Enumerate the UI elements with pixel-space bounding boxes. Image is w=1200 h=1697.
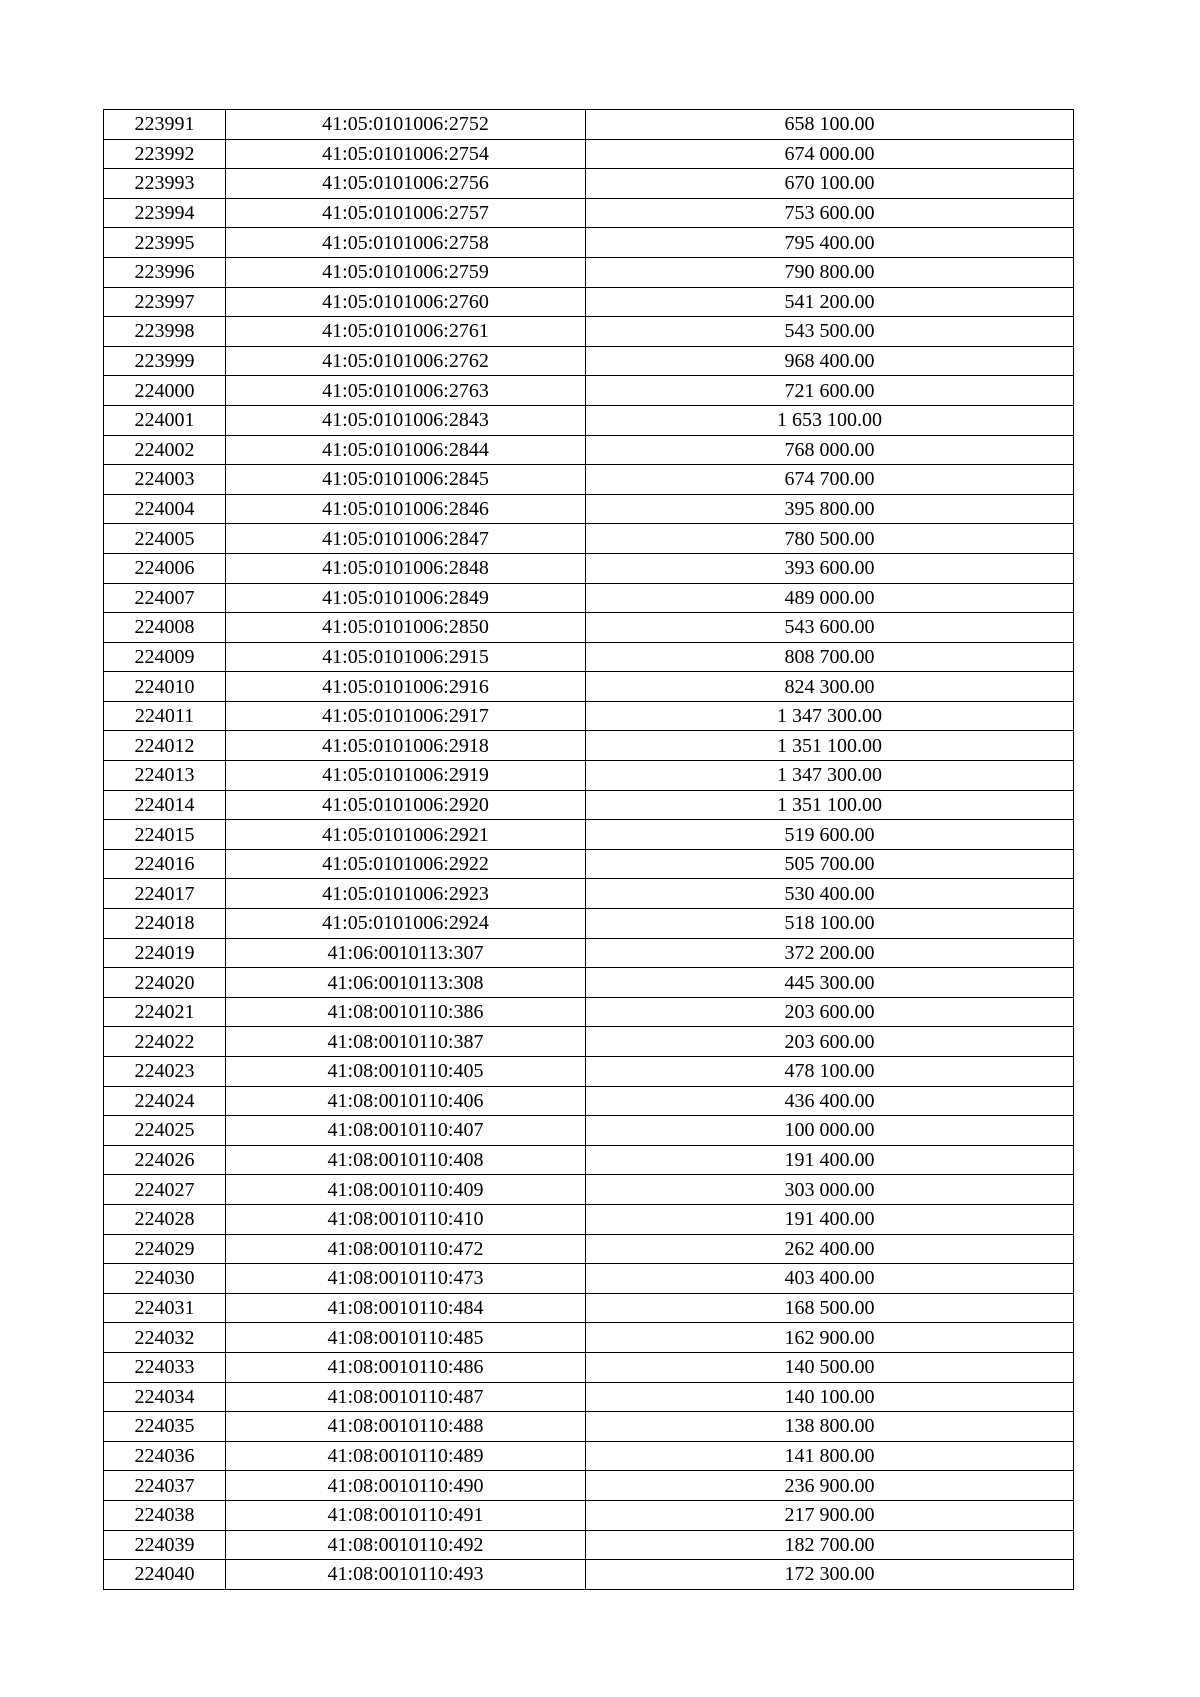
table-row	[104, 997, 1074, 1027]
cadastral-value-cell: 303 000.00	[586, 1175, 1074, 1205]
row-number-cell: 224011	[104, 701, 226, 731]
cadastral-number-cell: 41:05:0101006:2759	[226, 257, 586, 287]
cadastral-value-cell: 1 351 100.00	[586, 731, 1074, 761]
row-number-cell: 224016	[104, 849, 226, 879]
row-number-cell: 224005	[104, 524, 226, 554]
table-row	[104, 849, 1074, 879]
cadastral-number-cell: 41:05:0101006:2843	[226, 405, 586, 435]
cadastral-value-cell: 182 700.00	[586, 1530, 1074, 1560]
row-number-cell: 224014	[104, 790, 226, 820]
cadastral-number-cell: 41:08:0010110:493	[226, 1560, 586, 1590]
row-number-cell: 223991	[104, 110, 226, 140]
row-number-cell: 224025	[104, 1116, 226, 1146]
cadastral-value-cell: 478 100.00	[586, 1057, 1074, 1087]
cadastral-value-cell: 795 400.00	[586, 228, 1074, 258]
row-number-cell: 224020	[104, 968, 226, 998]
cadastral-number-cell: 41:08:0010110:492	[226, 1530, 586, 1560]
cadastral-number-cell: 41:05:0101006:2756	[226, 169, 586, 199]
table-row	[104, 553, 1074, 583]
row-number-cell: 224030	[104, 1264, 226, 1294]
table-row	[104, 1500, 1074, 1530]
cadastral-value-cell: 721 600.00	[586, 376, 1074, 406]
cadastral-value-cell: 191 400.00	[586, 1204, 1074, 1234]
cadastral-value-cell: 1 653 100.00	[586, 405, 1074, 435]
table-row	[104, 524, 1074, 554]
row-number-cell: 224039	[104, 1530, 226, 1560]
cadastral-number-cell: 41:08:0010110:410	[226, 1204, 586, 1234]
cadastral-value-cell: 236 900.00	[586, 1471, 1074, 1501]
cadastral-value-cell: 519 600.00	[586, 820, 1074, 850]
row-number-cell: 224028	[104, 1204, 226, 1234]
cadastral-number-cell: 41:05:0101006:2920	[226, 790, 586, 820]
cadastral-number-cell: 41:08:0010110:485	[226, 1323, 586, 1353]
cadastral-value-cell: 505 700.00	[586, 849, 1074, 879]
table-row	[104, 198, 1074, 228]
table-row	[104, 820, 1074, 850]
cadastral-number-cell: 41:06:0010113:308	[226, 968, 586, 998]
row-number-cell: 224026	[104, 1145, 226, 1175]
row-number-cell: 224018	[104, 909, 226, 939]
cadastral-number-cell: 41:05:0101006:2922	[226, 849, 586, 879]
cadastral-value-cell: 141 800.00	[586, 1441, 1074, 1471]
row-number-cell: 223998	[104, 317, 226, 347]
table-row	[104, 938, 1074, 968]
table-row	[104, 494, 1074, 524]
row-number-cell: 224009	[104, 642, 226, 672]
table-row	[104, 465, 1074, 495]
cadastral-value-cell: 790 800.00	[586, 257, 1074, 287]
row-number-cell: 224040	[104, 1560, 226, 1590]
cadastral-value-cell: 203 600.00	[586, 997, 1074, 1027]
table-row	[104, 1027, 1074, 1057]
cadastral-number-cell: 41:08:0010110:486	[226, 1352, 586, 1382]
table-row	[104, 1175, 1074, 1205]
table-row	[104, 731, 1074, 761]
row-number-cell: 224000	[104, 376, 226, 406]
cadastral-number-cell: 41:08:0010110:387	[226, 1027, 586, 1057]
row-number-cell: 224010	[104, 672, 226, 702]
table-row	[104, 613, 1074, 643]
cadastral-value-cell: 674 000.00	[586, 139, 1074, 169]
table-row	[104, 1412, 1074, 1442]
cadastral-number-cell: 41:05:0101006:2752	[226, 110, 586, 140]
row-number-cell: 224012	[104, 731, 226, 761]
row-number-cell: 224023	[104, 1057, 226, 1087]
table-row	[104, 1234, 1074, 1264]
cadastral-value-cell: 162 900.00	[586, 1323, 1074, 1353]
table-row	[104, 317, 1074, 347]
cadastral-number-cell: 41:08:0010110:484	[226, 1293, 586, 1323]
row-number-cell: 224006	[104, 553, 226, 583]
cadastral-value-cell: 262 400.00	[586, 1234, 1074, 1264]
table-row	[104, 1471, 1074, 1501]
table-row	[104, 1145, 1074, 1175]
table-row	[104, 672, 1074, 702]
cadastral-value-cell: 140 500.00	[586, 1352, 1074, 1382]
row-number-cell: 224036	[104, 1441, 226, 1471]
cadastral-value-cell: 658 100.00	[586, 110, 1074, 140]
cadastral-number-cell: 41:08:0010110:490	[226, 1471, 586, 1501]
cadastral-number-cell: 41:05:0101006:2757	[226, 198, 586, 228]
row-number-cell: 223996	[104, 257, 226, 287]
cadastral-number-cell: 41:05:0101006:2763	[226, 376, 586, 406]
table-row	[104, 257, 1074, 287]
table-row	[104, 1323, 1074, 1353]
row-number-cell: 224002	[104, 435, 226, 465]
cadastral-number-cell: 41:08:0010110:386	[226, 997, 586, 1027]
cadastral-number-cell: 41:05:0101006:2917	[226, 701, 586, 731]
cadastral-number-cell: 41:05:0101006:2846	[226, 494, 586, 524]
table-row	[104, 405, 1074, 435]
table-row	[104, 642, 1074, 672]
row-number-cell: 224013	[104, 761, 226, 791]
cadastral-value-cell: 541 200.00	[586, 287, 1074, 317]
row-number-cell: 224033	[104, 1352, 226, 1382]
table-row	[104, 1293, 1074, 1323]
row-number-cell: 224021	[104, 997, 226, 1027]
cadastral-number-cell: 41:05:0101006:2762	[226, 346, 586, 376]
cadastral-value-cell: 674 700.00	[586, 465, 1074, 495]
cadastral-number-cell: 41:05:0101006:2916	[226, 672, 586, 702]
cadastral-number-cell: 41:05:0101006:2924	[226, 909, 586, 939]
cadastral-value-cell: 753 600.00	[586, 198, 1074, 228]
table-row	[104, 1560, 1074, 1590]
cadastral-value-cell: 670 100.00	[586, 169, 1074, 199]
cadastral-number-cell: 41:08:0010110:405	[226, 1057, 586, 1087]
row-number-cell: 224007	[104, 583, 226, 613]
cadastral-number-cell: 41:08:0010110:491	[226, 1500, 586, 1530]
table-row	[104, 287, 1074, 317]
table-row	[104, 879, 1074, 909]
cadastral-value-cell: 808 700.00	[586, 642, 1074, 672]
cadastral-value-table	[103, 109, 1074, 1590]
table-row	[104, 110, 1074, 140]
cadastral-value-cell: 436 400.00	[586, 1086, 1074, 1116]
table-row	[104, 1264, 1074, 1294]
row-number-cell: 224024	[104, 1086, 226, 1116]
table-row	[104, 1116, 1074, 1146]
table-row	[104, 228, 1074, 258]
row-number-cell: 223997	[104, 287, 226, 317]
cadastral-number-cell: 41:08:0010110:472	[226, 1234, 586, 1264]
cadastral-value-cell: 372 200.00	[586, 938, 1074, 968]
cadastral-value-cell: 768 000.00	[586, 435, 1074, 465]
cadastral-value-cell: 191 400.00	[586, 1145, 1074, 1175]
table-row	[104, 1530, 1074, 1560]
cadastral-number-cell: 41:05:0101006:2849	[226, 583, 586, 613]
cadastral-number-cell: 41:05:0101006:2761	[226, 317, 586, 347]
cadastral-value-cell: 968 400.00	[586, 346, 1074, 376]
cadastral-number-cell: 41:05:0101006:2754	[226, 139, 586, 169]
cadastral-value-cell: 403 400.00	[586, 1264, 1074, 1294]
cadastral-value-cell: 530 400.00	[586, 879, 1074, 909]
row-number-cell: 224015	[104, 820, 226, 850]
cadastral-value-cell: 543 500.00	[586, 317, 1074, 347]
cadastral-number-cell: 41:08:0010110:409	[226, 1175, 586, 1205]
row-number-cell: 223994	[104, 198, 226, 228]
table-row	[104, 1057, 1074, 1087]
table-row	[104, 790, 1074, 820]
table-row	[104, 1204, 1074, 1234]
table-body	[104, 110, 1074, 1590]
cadastral-value-cell: 824 300.00	[586, 672, 1074, 702]
table-row	[104, 968, 1074, 998]
cadastral-value-cell: 489 000.00	[586, 583, 1074, 613]
row-number-cell: 224019	[104, 938, 226, 968]
cadastral-number-cell: 41:05:0101006:2919	[226, 761, 586, 791]
cadastral-number-cell: 41:06:0010113:307	[226, 938, 586, 968]
cadastral-number-cell: 41:05:0101006:2921	[226, 820, 586, 850]
row-number-cell: 224003	[104, 465, 226, 495]
row-number-cell: 223993	[104, 169, 226, 199]
row-number-cell: 223999	[104, 346, 226, 376]
row-number-cell: 224031	[104, 1293, 226, 1323]
cadastral-value-cell: 217 900.00	[586, 1500, 1074, 1530]
row-number-cell: 224004	[104, 494, 226, 524]
cadastral-number-cell: 41:08:0010110:489	[226, 1441, 586, 1471]
row-number-cell: 224034	[104, 1382, 226, 1412]
table-row	[104, 1086, 1074, 1116]
cadastral-value-cell: 168 500.00	[586, 1293, 1074, 1323]
cadastral-value-cell: 395 800.00	[586, 494, 1074, 524]
cadastral-value-cell: 518 100.00	[586, 909, 1074, 939]
cadastral-number-cell: 41:05:0101006:2923	[226, 879, 586, 909]
cadastral-number-cell: 41:05:0101006:2844	[226, 435, 586, 465]
row-number-cell: 224038	[104, 1500, 226, 1530]
cadastral-number-cell: 41:05:0101006:2758	[226, 228, 586, 258]
table-row	[104, 1441, 1074, 1471]
row-number-cell: 223992	[104, 139, 226, 169]
cadastral-value-cell: 100 000.00	[586, 1116, 1074, 1146]
cadastral-value-cell: 780 500.00	[586, 524, 1074, 554]
cadastral-value-cell: 1 347 300.00	[586, 761, 1074, 791]
cadastral-number-cell: 41:08:0010110:487	[226, 1382, 586, 1412]
table-row	[104, 583, 1074, 613]
cadastral-value-cell: 1 351 100.00	[586, 790, 1074, 820]
cadastral-value-cell: 138 800.00	[586, 1412, 1074, 1442]
row-number-cell: 224037	[104, 1471, 226, 1501]
cadastral-number-cell: 41:05:0101006:2845	[226, 465, 586, 495]
cadastral-number-cell: 41:05:0101006:2760	[226, 287, 586, 317]
cadastral-number-cell: 41:05:0101006:2848	[226, 553, 586, 583]
row-number-cell: 223995	[104, 228, 226, 258]
cadastral-number-cell: 41:05:0101006:2915	[226, 642, 586, 672]
row-number-cell: 224032	[104, 1323, 226, 1353]
row-number-cell: 224001	[104, 405, 226, 435]
row-number-cell: 224027	[104, 1175, 226, 1205]
cadastral-value-cell: 1 347 300.00	[586, 701, 1074, 731]
table-row	[104, 1352, 1074, 1382]
cadastral-number-cell: 41:05:0101006:2850	[226, 613, 586, 643]
table-row	[104, 435, 1074, 465]
cadastral-number-cell: 41:08:0010110:473	[226, 1264, 586, 1294]
row-number-cell: 224029	[104, 1234, 226, 1264]
cadastral-number-cell: 41:05:0101006:2847	[226, 524, 586, 554]
cadastral-number-cell: 41:08:0010110:407	[226, 1116, 586, 1146]
table-row	[104, 169, 1074, 199]
table-row	[104, 761, 1074, 791]
cadastral-value-cell: 543 600.00	[586, 613, 1074, 643]
table-row	[104, 701, 1074, 731]
cadastral-value-cell: 203 600.00	[586, 1027, 1074, 1057]
cadastral-value-cell: 393 600.00	[586, 553, 1074, 583]
table-row	[104, 909, 1074, 939]
cadastral-value-cell: 445 300.00	[586, 968, 1074, 998]
cadastral-value-cell: 172 300.00	[586, 1560, 1074, 1590]
table-row	[104, 1382, 1074, 1412]
cadastral-number-cell: 41:05:0101006:2918	[226, 731, 586, 761]
cadastral-number-cell: 41:08:0010110:408	[226, 1145, 586, 1175]
row-number-cell: 224017	[104, 879, 226, 909]
table-row	[104, 376, 1074, 406]
cadastral-value-cell: 140 100.00	[586, 1382, 1074, 1412]
row-number-cell: 224008	[104, 613, 226, 643]
row-number-cell: 224022	[104, 1027, 226, 1057]
table-row	[104, 346, 1074, 376]
cadastral-number-cell: 41:08:0010110:488	[226, 1412, 586, 1442]
cadastral-number-cell: 41:08:0010110:406	[226, 1086, 586, 1116]
table-row	[104, 139, 1074, 169]
row-number-cell: 224035	[104, 1412, 226, 1442]
